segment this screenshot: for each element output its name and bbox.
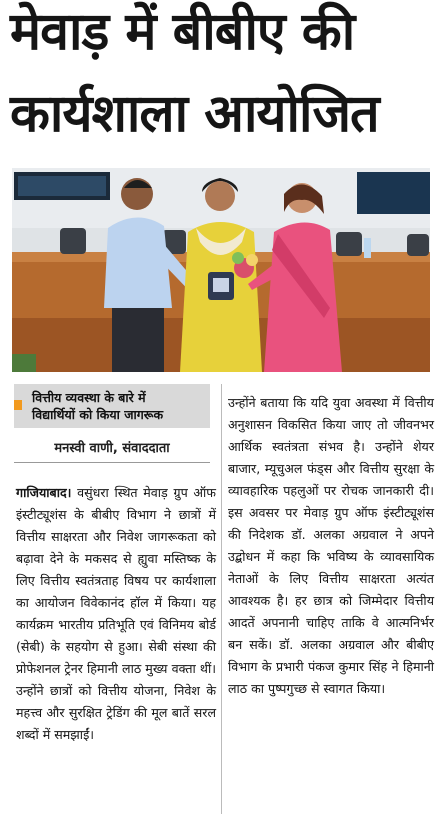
news-photo [12, 168, 430, 372]
byline-divider [14, 462, 210, 463]
article-column-2 [228, 392, 434, 700]
subhead-line-1: वित्तीय व्यवस्था के बारे में [32, 390, 146, 405]
byline: मनस्वी वाणी, संवाददाता [54, 441, 170, 456]
dateline: गाजियाबाद। [16, 485, 72, 500]
article-column-1 [16, 482, 216, 746]
headline-line-1: मेवाड़ में बीबीए की [10, 2, 355, 62]
subhead-box [14, 384, 210, 428]
subhead-line-2: विद्यार्थियों को किया जागरूक [32, 407, 164, 422]
headline-line-2: कार्यशाला आयोजित [10, 84, 379, 144]
subhead [32, 389, 208, 423]
accent-marker [14, 400, 22, 410]
column-divider [221, 384, 222, 814]
article-body-1: वसुंधरा स्थित मेवाड़ ग्रुप ऑफ इंस्टीट्यूशंस के बीबीए विभाग ने छात्रों में वित्तीय साक्षरता और निवेश जागरूकता को बढ़ावा देने के मकसद से ह्युवा मस्तिष्क के लिए वित्तीय स्वतंत्रताह विषय पर कार्यशाला का आयोजन विवेकानंद हॉल में किया। यह कार्यक्रम भारतीय प्रतिभूति एवं विनिमय बोर्ड (सेबी) के सहयोग से हुआ। सेबी संस्था की प्रोफेशनल ट्रेनर हिमानी लाठ मुख्य वक्ता थीं। उन्होंने छात्रों को वित्तीय योजना, निवेश के महत्त्व और सुरक्षित ट्रेडिंग की मूल बातें सरल शब्दों में समझाईं। [16, 485, 216, 742]
article-body-2: उन्होंने बताया कि यदि युवा अवस्था में वित्तीय अनुशासन विकसित किया जाए तो जीवनभर आर्थिक स्वतंत्रता संभव है। उन्होंने शेयर बाजार, म्यूचुअल फंड्स और वित्तीय सुरक्षा के व्यावहारिक पहलुओं पर रोचक जानकारी दी। इस अवसर पर मेवाड़ ग्रुप ऑफ इंस्टीट्यूशंस की निदेशक डॉ. अलका अग्रवाल ने अपने उद्बोधन में कहा कि भविष्य के व्यावसायिक नेताओं के लिए वित्तीय साक्षरता अत्यंत आवश्यक है। हर छात्र को जिम्मेदार वित्तीय आदतें अपनानी चाहिए ताकि वे आत्मनिर्भर बन सकें। डॉ. अलका अग्रवाल और बीबीए विभाग के प्रभारी पंकज कुमार सिंह ने हिमानी लाठ का पुष्पगुच्छ से स्वागत किया। [228, 395, 434, 696]
